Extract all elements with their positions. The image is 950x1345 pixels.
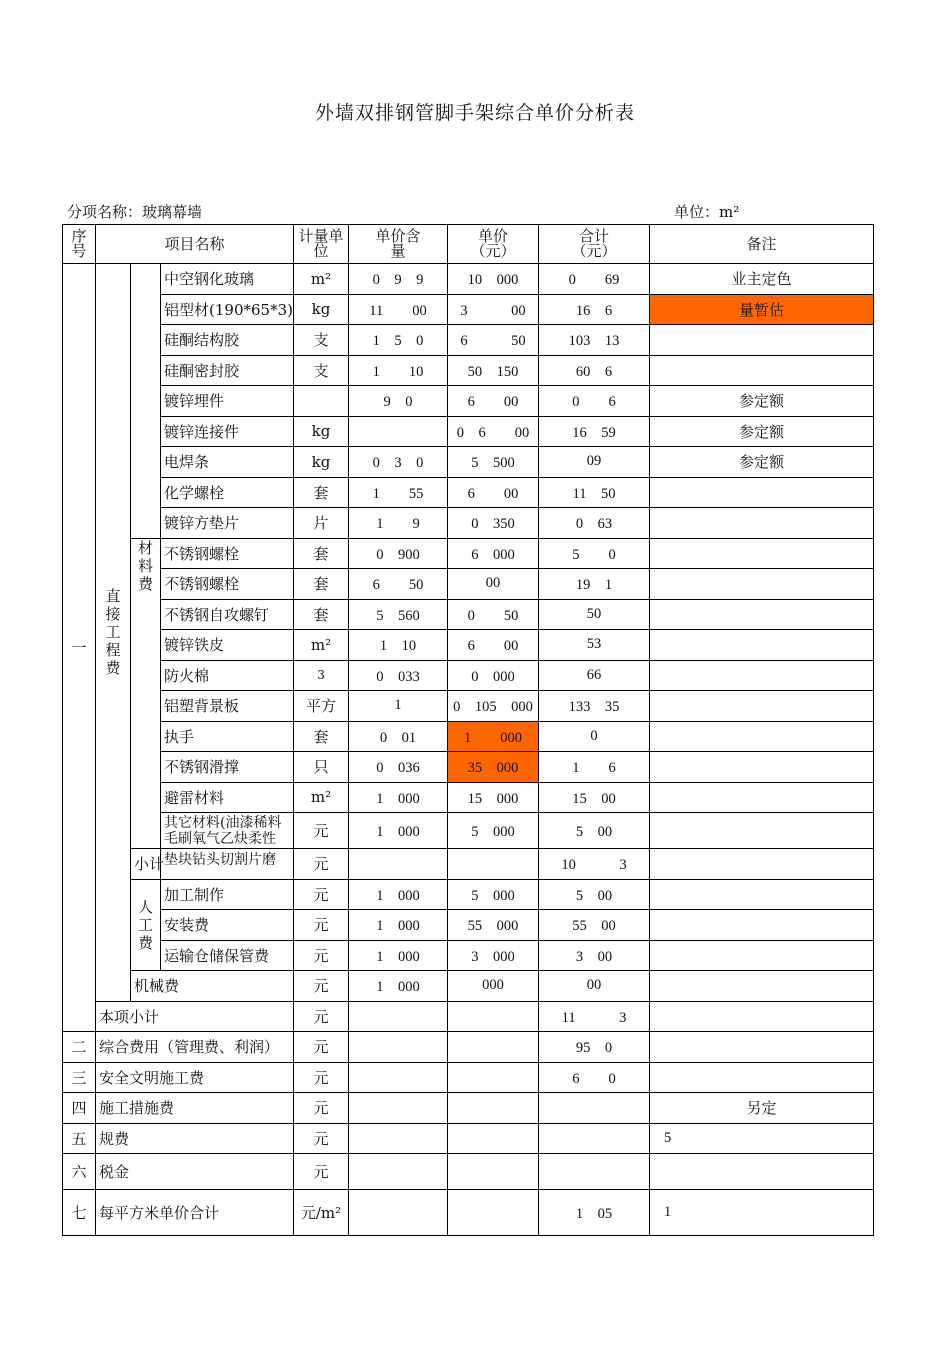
material-subtotal-note (650, 849, 874, 880)
labor-name: 加工制作 (161, 879, 294, 910)
material-row (63, 447, 874, 478)
section-unit: 元 (294, 1123, 349, 1154)
material-price: 0 50 (448, 599, 539, 630)
material-unit: 支 (294, 325, 349, 356)
section-note (650, 1062, 874, 1093)
material-group-spacer (131, 264, 161, 539)
material-qty: 0 033 (349, 660, 448, 691)
section-qty (349, 1062, 448, 1093)
material-row (63, 355, 874, 386)
section-unit: 元/m² (294, 1190, 349, 1236)
material-name: 硅酮结构胶 (161, 325, 294, 356)
material-subtotal-unit: 元 (294, 849, 349, 880)
header-unit: 计量单位 (294, 225, 349, 264)
material-name: 硅酮密封胶 (161, 355, 294, 386)
material-total: 60 6 (539, 355, 650, 386)
material-price: 5 000 (448, 813, 539, 849)
section-total: 1 05 (539, 1190, 650, 1236)
labor-qty: 1 000 (349, 940, 448, 971)
material-row (63, 477, 874, 508)
material-name: 铝型材(190*65*3) (161, 294, 294, 325)
material-price: 6 00 (448, 386, 539, 417)
unit-label: 单位：m² (674, 203, 740, 221)
material-name: 化学螺栓 (161, 477, 294, 508)
material-total: 103 13 (539, 325, 650, 356)
material-row (63, 721, 874, 752)
material-price: 3 00 (448, 294, 539, 325)
material-qty: 1 (349, 691, 448, 722)
material-price: 6 00 (448, 477, 539, 508)
material-qty: 0 9 9 (349, 264, 448, 295)
material-qty: 5 560 (349, 599, 448, 630)
material-unit: 只 (294, 752, 349, 783)
material-row (63, 782, 874, 813)
material-qty: 0 900 (349, 538, 448, 569)
section-seq: 四 (63, 1093, 96, 1124)
section-qty (349, 1154, 448, 1190)
material-subtotal-overflow: 垫块钻头切割片磨 (161, 849, 294, 880)
item-subtotal-row (63, 1001, 874, 1032)
labor-unit: 元 (294, 910, 349, 941)
material-name: 不锈钢自攻螺钉 (161, 599, 294, 630)
section-seq: 三 (63, 1062, 96, 1093)
material-note (650, 325, 874, 356)
material-total: 0 6 (539, 386, 650, 417)
material-price: 5 500 (448, 447, 539, 478)
material-unit: 平方 (294, 691, 349, 722)
header-price: 单价（元） (448, 225, 539, 264)
section-name: 综合费用（管理费、利润） (96, 1032, 294, 1063)
machine-total: 00 (539, 971, 650, 1002)
material-unit: 套 (294, 569, 349, 600)
section-unit: 元 (294, 1093, 349, 1124)
machine-price: 000 (448, 971, 539, 1002)
item-subtotal-total: 11 3 (539, 1001, 650, 1032)
section-note (650, 1032, 874, 1063)
material-name: 避雷材料 (161, 782, 294, 813)
material-row (63, 660, 874, 691)
material-unit: 套 (294, 538, 349, 569)
material-qty (349, 416, 448, 447)
material-unit: m² (294, 264, 349, 295)
labor-row (63, 940, 874, 971)
direct-cost-label: 直接工程费 (96, 264, 131, 1002)
section-total (539, 1154, 650, 1190)
labor-note (650, 940, 874, 971)
material-note (650, 630, 874, 661)
material-note: 参定额 (650, 447, 874, 478)
material-price: 10 000 (448, 264, 539, 295)
material-price: 0 000 (448, 660, 539, 691)
labor-row (63, 879, 874, 910)
section-price (448, 1093, 539, 1124)
material-row (63, 813, 874, 849)
section-row (63, 1123, 874, 1154)
material-unit: m² (294, 782, 349, 813)
material-subtotal-price (448, 849, 539, 880)
material-subtotal-qty (349, 849, 448, 880)
material-total: 15 00 (539, 782, 650, 813)
material-price: 00 (448, 569, 539, 600)
section-note: 另定 (650, 1093, 874, 1124)
machine-name: 机械费 (131, 971, 294, 1002)
section-name: 安全文明施工费 (96, 1062, 294, 1093)
material-unit: 套 (294, 721, 349, 752)
material-row (63, 386, 874, 417)
material-price: 6 50 (448, 325, 539, 356)
material-row (63, 325, 874, 356)
material-note (650, 599, 874, 630)
material-total: 0 69 (539, 264, 650, 295)
machine-qty: 1 000 (349, 971, 448, 1002)
labor-price: 55 000 (448, 910, 539, 941)
material-total: 1 6 (539, 752, 650, 783)
material-note (650, 508, 874, 539)
material-name: 镀锌方垫片 (161, 508, 294, 539)
material-name: 不锈钢螺栓 (161, 538, 294, 569)
machine-row (63, 971, 874, 1002)
price-analysis-table (62, 224, 874, 1236)
section-price (448, 1123, 539, 1154)
material-name: 中空钢化玻璃 (161, 264, 294, 295)
material-name: 镀锌埋件 (161, 386, 294, 417)
material-row (63, 569, 874, 600)
material-total: 5 0 (539, 538, 650, 569)
material-price: 0 6 00 (448, 416, 539, 447)
section-row (63, 1190, 874, 1236)
material-unit: 套 (294, 477, 349, 508)
material-row (63, 416, 874, 447)
labor-total: 5 00 (539, 879, 650, 910)
labor-total: 3 00 (539, 940, 650, 971)
material-total: 53 (539, 630, 650, 661)
section-unit: 元 (294, 1032, 349, 1063)
material-name: 铝塑背景板 (161, 691, 294, 722)
material-unit: 片 (294, 508, 349, 539)
material-note (650, 569, 874, 600)
section-seq-one: 一 (63, 264, 96, 1032)
section-row (63, 1093, 874, 1124)
material-total: 133 35 (539, 691, 650, 722)
material-total: 19 1 (539, 569, 650, 600)
material-total: 16 59 (539, 416, 650, 447)
material-qty: 1 000 (349, 782, 448, 813)
labor-unit: 元 (294, 879, 349, 910)
material-qty: 0 036 (349, 752, 448, 783)
material-subtotal-total: 10 3 (539, 849, 650, 880)
material-note: 参定额 (650, 386, 874, 417)
labor-price: 5 000 (448, 879, 539, 910)
material-qty: 1 9 (349, 508, 448, 539)
material-row (63, 264, 874, 295)
labor-unit: 元 (294, 940, 349, 971)
material-note (650, 355, 874, 386)
section-note (650, 1154, 874, 1190)
material-price: 0 105 000 (448, 691, 539, 722)
material-name: 执手 (161, 721, 294, 752)
labor-name: 运输仓储保管费 (161, 940, 294, 971)
material-qty: 9 0 (349, 386, 448, 417)
section-unit: 元 (294, 1154, 349, 1190)
material-total: 5 00 (539, 813, 650, 849)
section-seq: 二 (63, 1032, 96, 1063)
material-qty: 1 55 (349, 477, 448, 508)
section-seq: 五 (63, 1123, 96, 1154)
material-note: 业主定色 (650, 264, 874, 295)
section-seq: 六 (63, 1154, 96, 1190)
section-name: 规费 (96, 1123, 294, 1154)
material-row (63, 752, 874, 783)
material-unit: kg (294, 416, 349, 447)
section-row (63, 1154, 874, 1190)
material-note (650, 721, 874, 752)
material-unit: 支 (294, 355, 349, 386)
material-note (650, 660, 874, 691)
material-price: 6 000 (448, 538, 539, 569)
section-name: 每平方米单价合计 (96, 1190, 294, 1236)
material-qty: 6 50 (349, 569, 448, 600)
material-subtotal-row (63, 849, 874, 880)
material-row (63, 630, 874, 661)
material-qty: 11 00 (349, 294, 448, 325)
material-qty: 0 01 (349, 721, 448, 752)
labor-price: 3 000 (448, 940, 539, 971)
labor-qty: 1 000 (349, 879, 448, 910)
page-title: 外墙双排钢管脚手架综合单价分析表 (314, 102, 635, 124)
section-unit: 元 (294, 1062, 349, 1093)
item-subtotal-note (650, 1001, 874, 1032)
material-name: 镀锌连接件 (161, 416, 294, 447)
header-row (63, 225, 874, 264)
section-name: 施工措施费 (96, 1093, 294, 1124)
material-price: 15 000 (448, 782, 539, 813)
material-unit: 3 (294, 660, 349, 691)
section-total: 6 0 (539, 1062, 650, 1093)
item-name-label: 分项名称：玻璃幕墙 (67, 203, 203, 221)
material-total: 11 50 (539, 477, 650, 508)
section-total: 95 0 (539, 1032, 650, 1063)
material-total: 16 6 (539, 294, 650, 325)
section-note: 1 (650, 1190, 874, 1236)
section-qty (349, 1123, 448, 1154)
item-subtotal-price (448, 1001, 539, 1032)
section-qty (349, 1032, 448, 1063)
item-subtotal-name: 本项小计 (96, 1001, 294, 1032)
material-unit: kg (294, 447, 349, 478)
header-seq: 序号 (63, 225, 96, 264)
section-row (63, 1062, 874, 1093)
section-note: 5 (650, 1123, 874, 1154)
header-name: 项目名称 (96, 225, 294, 264)
material-unit: 元 (294, 813, 349, 849)
material-unit (294, 386, 349, 417)
labor-note (650, 910, 874, 941)
material-note (650, 752, 874, 783)
labor-name: 安装费 (161, 910, 294, 941)
material-note (650, 782, 874, 813)
labor-cost-label: 人工费 (131, 879, 161, 971)
material-unit: kg (294, 294, 349, 325)
section-price (448, 1032, 539, 1063)
material-note (650, 691, 874, 722)
material-row (63, 294, 874, 325)
material-qty: 0 3 0 (349, 447, 448, 478)
material-price: 35 000 (448, 752, 539, 783)
material-note (650, 538, 874, 569)
labor-qty: 1 000 (349, 910, 448, 941)
section-name: 税金 (96, 1154, 294, 1190)
material-name: 不锈钢滑撑 (161, 752, 294, 783)
material-price: 6 00 (448, 630, 539, 661)
item-subtotal-qty (349, 1001, 448, 1032)
material-unit: m² (294, 630, 349, 661)
section-price (448, 1154, 539, 1190)
material-total: 0 63 (539, 508, 650, 539)
section-price (448, 1190, 539, 1236)
material-total: 66 (539, 660, 650, 691)
labor-note (650, 879, 874, 910)
material-price: 1 000 (448, 721, 539, 752)
material-cost-label: 材料费 (131, 538, 161, 849)
material-name: 其它材料(油漆稀料毛刷氧气乙炔柔性 (161, 813, 294, 849)
material-row (63, 691, 874, 722)
material-note: 参定额 (650, 416, 874, 447)
material-name: 电焊条 (161, 447, 294, 478)
material-price: 0 350 (448, 508, 539, 539)
material-name: 不锈钢螺栓 (161, 569, 294, 600)
machine-note (650, 971, 874, 1002)
material-qty: 1 10 (349, 630, 448, 661)
header-qty: 单价含量 (349, 225, 448, 264)
material-qty: 1 5 0 (349, 325, 448, 356)
section-total (539, 1093, 650, 1124)
material-price: 50 150 (448, 355, 539, 386)
section-total (539, 1123, 650, 1154)
material-total: 50 (539, 599, 650, 630)
material-note (650, 813, 874, 849)
material-total: 09 (539, 447, 650, 478)
header-total: 合计（元） (539, 225, 650, 264)
material-total: 0 (539, 721, 650, 752)
material-qty: 1 10 (349, 355, 448, 386)
section-price (448, 1062, 539, 1093)
material-name: 防火棉 (161, 660, 294, 691)
material-row (63, 538, 874, 569)
item-subtotal-unit: 元 (294, 1001, 349, 1032)
machine-unit: 元 (294, 971, 349, 1002)
material-name: 镀锌铁皮 (161, 630, 294, 661)
section-qty (349, 1190, 448, 1236)
section-qty (349, 1093, 448, 1124)
section-seq: 七 (63, 1190, 96, 1236)
material-unit: 套 (294, 599, 349, 630)
material-note: 量暂估 (650, 294, 874, 325)
material-row (63, 599, 874, 630)
header-note: 备注 (650, 225, 874, 264)
material-note (650, 477, 874, 508)
material-qty: 1 000 (349, 813, 448, 849)
labor-row (63, 910, 874, 941)
material-subtotal-label: 小计 (131, 849, 161, 880)
section-row (63, 1032, 874, 1063)
labor-total: 55 00 (539, 910, 650, 941)
material-row (63, 508, 874, 539)
